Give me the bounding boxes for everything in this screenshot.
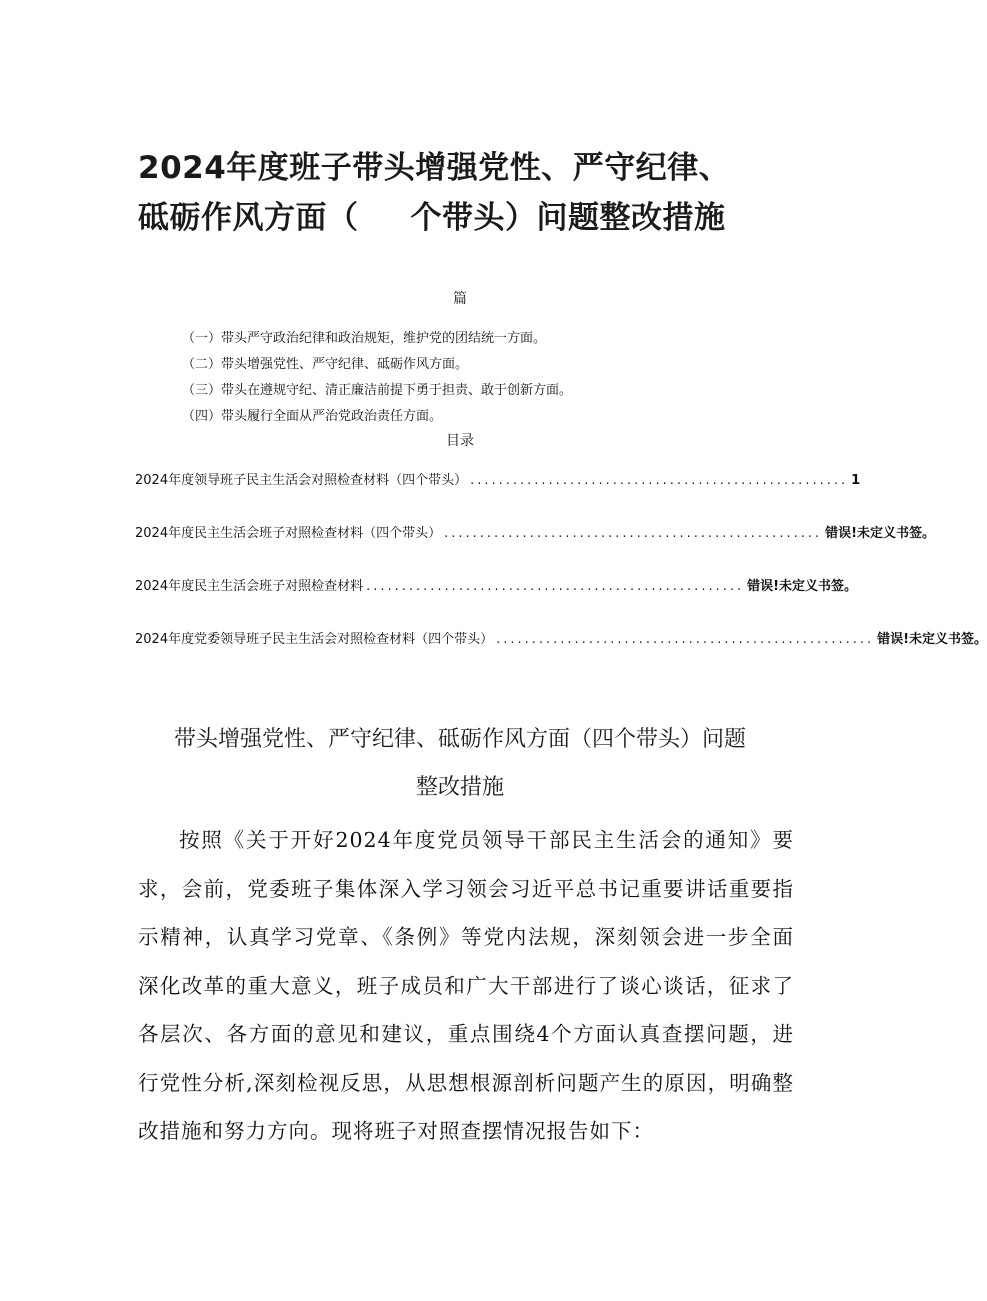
toc-entry-page: 错误!未定义书签。: [747, 579, 858, 594]
toc-entry-label: 2024年度民主生活会班子对照检查材料: [135, 579, 364, 594]
toc-leader-dots: .....................................................: [366, 579, 745, 594]
document-title-line-2: [138, 192, 838, 237]
toc-entry[interactable]: [135, 574, 858, 594]
toc-leader-dots: .....................................................: [496, 632, 875, 647]
toc-entry[interactable]: [135, 521, 936, 541]
aspect-item: （三）带头在遵规守纪、清正廉洁前提下勇于担责、敢于创新方面。: [182, 383, 573, 398]
toc-entry-label: 2024年度领导班子民主生活会对照检查材料（四个带头）: [135, 473, 468, 488]
section-title-line-1: 带头增强党性、严守纪律、砥砺作风方面（四个带头）问题: [173, 727, 746, 752]
toc-entry-page: 错误!未定义书签。: [877, 632, 987, 647]
document-title-line-1: 2024年度班子带头增强党性、严守纪律、: [138, 150, 731, 186]
aspect-item: （四）带头履行全面从严治党政治责任方面。: [182, 409, 443, 424]
toc-leader-dots: .....................................................: [470, 473, 849, 488]
toc-title: 目录: [446, 433, 474, 449]
aspect-item: （二）带头增强党性、严守纪律、砥砺作风方面。: [182, 357, 469, 372]
title-line-2-start: 砥砺作风方面（: [138, 200, 359, 236]
chapter-label: 篇: [453, 291, 467, 307]
toc-entry-page: 错误!未定义书签。: [825, 526, 936, 541]
toc-entry-label: 2024年度民主生活会班子对照检查材料（四个带头）: [135, 526, 442, 541]
aspect-item: （一）带头严守政治纪律和政治规矩，维护党的团结统一方面。: [182, 331, 547, 346]
body-paragraph: 按照《关于开好2024年度党员领导干部民主生活会的通知》要求，会前，党委班子集体深入学习领会习近平总书记重要讲话重要指示精神，认真学习党章、《条例》等党内法规，深刻领会进一步全面深化改革的重大意义，班子成员和广大干部进行了谈心谈话，征求了各层次、各方面的意见和建议，重点围绕4个方面认真查摆问题，进行党性分析,深刻检视反思，从思想根源剖析问题产生的原因，明确整改措施和努力方向。现将班子对照查摆情况报告如下：: [138, 828, 794, 1143]
toc-entry[interactable]: [135, 627, 987, 647]
title-line-2-end: 个带头）问题整改措施: [410, 200, 726, 236]
toc-leader-dots: .....................................................: [444, 526, 823, 541]
toc-entry-label: 2024年度党委领导班子民主生活会对照检查材料（四个带头）: [135, 632, 494, 647]
section-title-line-2: 整改措施: [415, 775, 504, 800]
toc-entry[interactable]: [135, 468, 861, 488]
toc-entry-page: 1: [851, 473, 861, 488]
